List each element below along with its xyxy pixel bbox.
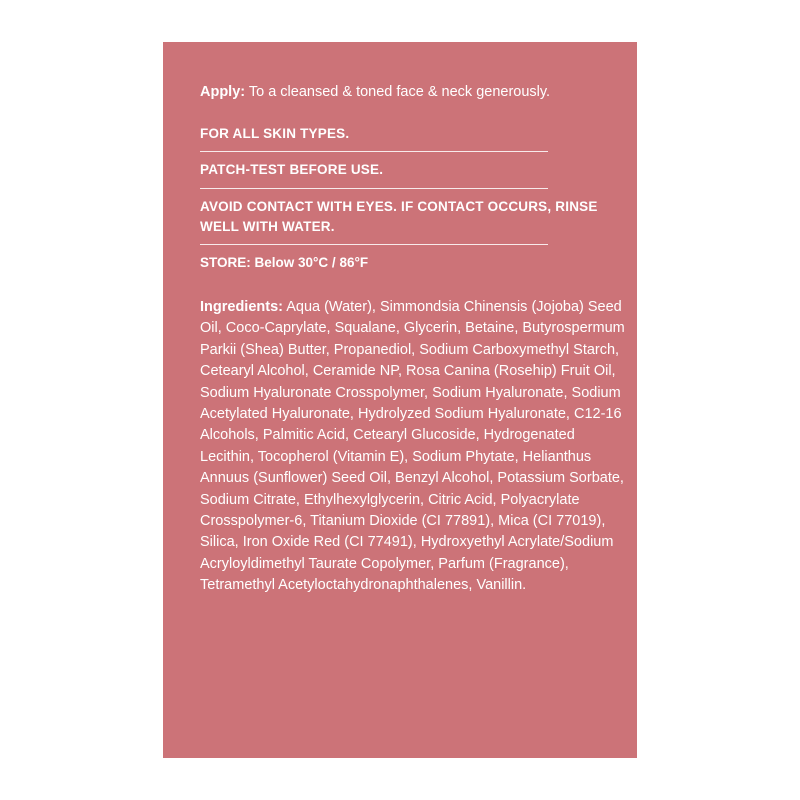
ingredients-text: Aqua (Water), Simmondsia Chinensis (Jojoba) Seed Oil, Coco-Caprylate, Squalane, Glycerin, Betaine, Butyrospermum Parkii (Shea) Butter, Propanediol, Sodium Carboxymethyl Starch, Cetearyl Alcohol, Ceramide NP, Rosa Canina (Rosehip) Fruit Oil, Sodium Hyaluronate Crosspolymer, Sodium Hyaluronate, Sodium Acetylated Hyaluronate, Hydrolyzed Sodium Hyaluronate, C12-16 Alcohols, Palmitic Acid, Cetearyl Glucoside, Hydrogenated Lecithin, Tocopherol (Vitamin E), Sodium Phytate, Helianthus Annuus (Sunflower) Seed Oil, Benzyl Alcohol, Potassium Sorbate, Sodium Citrate, Ethylhexylglycerin, Citric Acid, Polyacrylate Crosspolymer-6, Titanium Dioxide (CI 77891), Mica (CI 77019), Silica, Iron Oxide Red (CI 77491), Hydroxyethyl Acrylate/Sodium Acryloyldimethyl Taurate Copolymer, Parfum (Fragrance), Tetramethyl Acetyloctahydronaphthalenes, Vanillin. [200,299,625,594]
apply-text: To a cleansed & toned face & neck generously. [245,84,551,100]
ingredients-label: Ingredients: [200,299,283,315]
warning-patch-test: PATCH-TEST BEFORE USE. [200,162,384,177]
label-content [200,82,625,597]
store-text: Below 30°C / 86°F [250,255,369,270]
warning-skin-types: FOR ALL SKIN TYPES. [200,126,350,141]
store-label: STORE: [200,255,251,270]
product-label-panel [163,42,637,758]
ingredients-list [200,297,625,597]
warning-eye-contact: AVOID CONTACT WITH EYES. IF CONTACT OCCURS, RINSE WELL WITH WATER. [200,199,598,234]
storage-instructions [200,253,625,273]
apply-instructions [200,82,625,102]
apply-label: Apply: [200,84,246,100]
